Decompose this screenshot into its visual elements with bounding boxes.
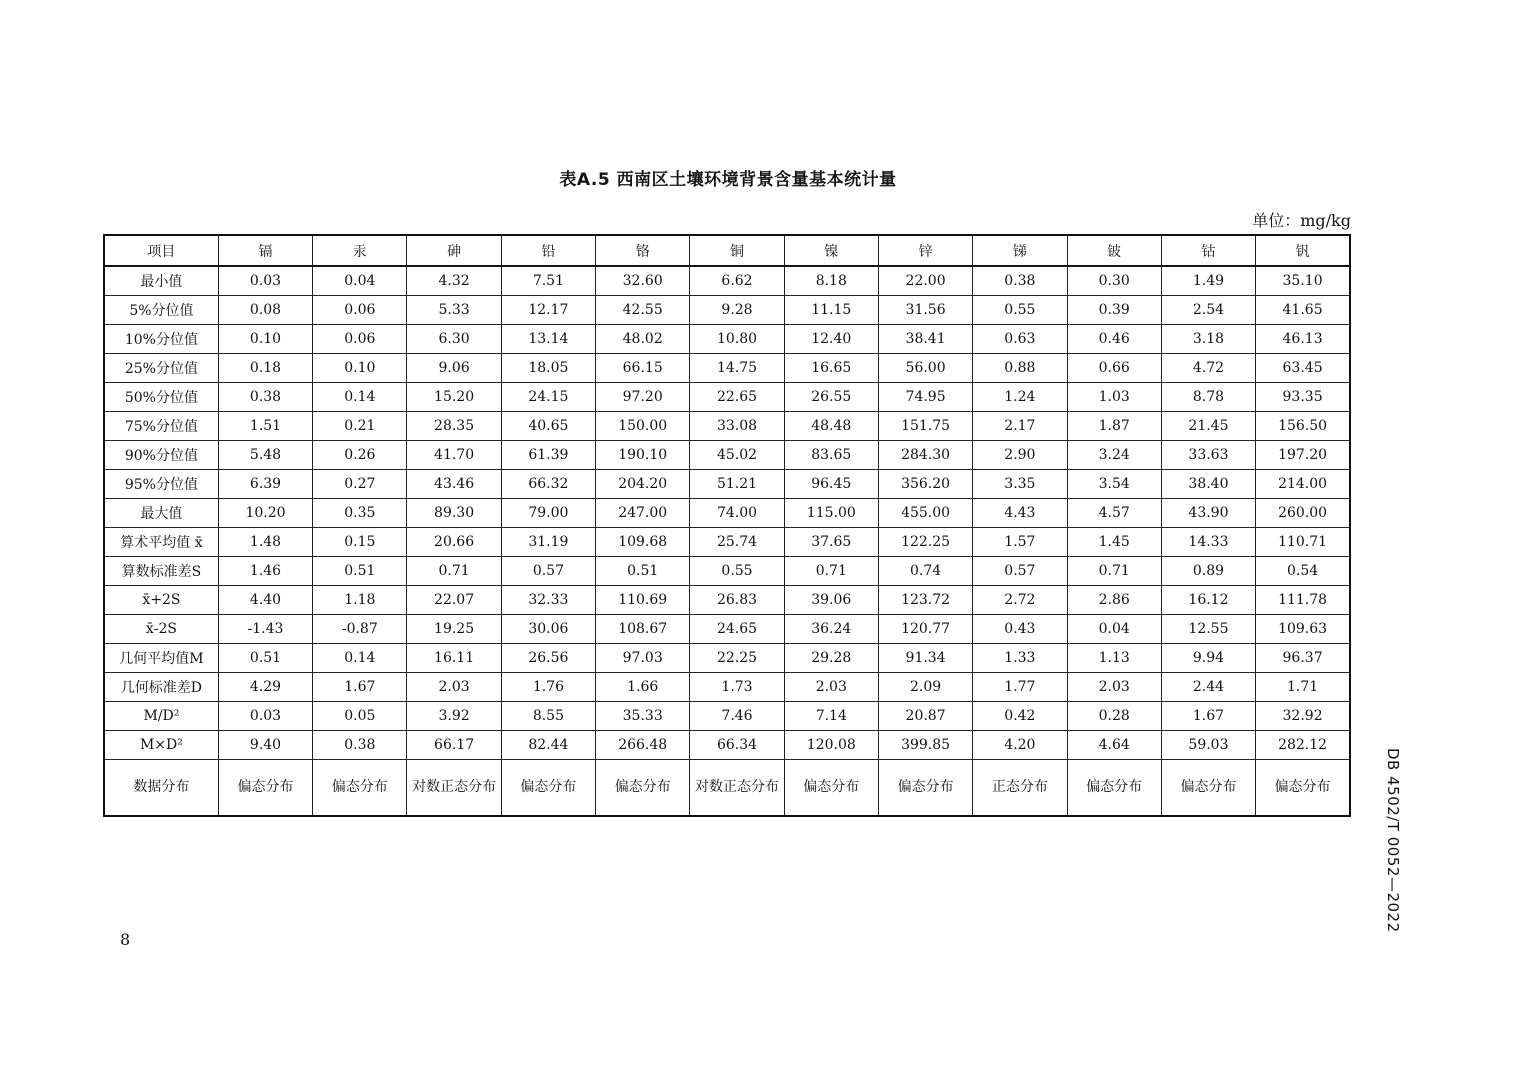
table-cell: 4.72 <box>1161 354 1255 383</box>
table-cell: 9.06 <box>407 354 501 383</box>
table-row <box>104 557 1350 586</box>
table-cell: 51.21 <box>690 470 784 499</box>
table-cell: 46.13 <box>1256 325 1350 354</box>
table-cell: 偏态分布 <box>1256 760 1350 817</box>
row-label: 50%分位值 <box>104 383 218 412</box>
table-row <box>104 266 1350 296</box>
table-cell: 0.05 <box>313 702 407 731</box>
table-cell: 66.32 <box>501 470 595 499</box>
table-cell: 93.35 <box>1256 383 1350 412</box>
row-label: 数据分布 <box>104 760 218 817</box>
table-row <box>104 441 1350 470</box>
row-label: 10%分位值 <box>104 325 218 354</box>
table-cell: 284.30 <box>878 441 972 470</box>
table-cell: 18.05 <box>501 354 595 383</box>
table-cell: 7.51 <box>501 266 595 296</box>
statistics-table <box>103 234 1351 817</box>
table-cell: 22.25 <box>690 644 784 673</box>
table-cell: 1.48 <box>218 528 312 557</box>
row-label: M×D² <box>104 731 218 760</box>
table-cell: 0.57 <box>501 557 595 586</box>
table-cell: 1.57 <box>973 528 1067 557</box>
table-cell: 22.07 <box>407 586 501 615</box>
table-cell: 24.15 <box>501 383 595 412</box>
table-cell: 25.74 <box>690 528 784 557</box>
table-cell: 偏态分布 <box>1161 760 1255 817</box>
table-cell: 5.48 <box>218 441 312 470</box>
table-row <box>104 383 1350 412</box>
table-cell: 66.17 <box>407 731 501 760</box>
table-cell: 74.95 <box>878 383 972 412</box>
table-cell: 123.72 <box>878 586 972 615</box>
table-cell: 20.66 <box>407 528 501 557</box>
table-cell: 156.50 <box>1256 412 1350 441</box>
table-cell: 偏态分布 <box>1067 760 1161 817</box>
table-cell: 22.65 <box>690 383 784 412</box>
table-cell: 399.85 <box>878 731 972 760</box>
table-cell: 0.14 <box>313 383 407 412</box>
table-cell: 4.57 <box>1067 499 1161 528</box>
table-cell: 12.55 <box>1161 615 1255 644</box>
table-cell: 2.03 <box>407 673 501 702</box>
table-cell: 0.51 <box>596 557 690 586</box>
table-cell: 63.45 <box>1256 354 1350 383</box>
table-cell: 0.18 <box>218 354 312 383</box>
table-cell: 0.08 <box>218 296 312 325</box>
row-label: 25%分位值 <box>104 354 218 383</box>
table-cell: 1.49 <box>1161 266 1255 296</box>
table-cell: 2.44 <box>1161 673 1255 702</box>
table-cell: 0.10 <box>218 325 312 354</box>
row-label: x̄-2S <box>104 615 218 644</box>
table-cell: 26.56 <box>501 644 595 673</box>
table-cell: 0.42 <box>973 702 1067 731</box>
table-cell: 197.20 <box>1256 441 1350 470</box>
table-cell: 96.45 <box>784 470 878 499</box>
table-cell: -0.87 <box>313 615 407 644</box>
table-cell: 110.71 <box>1256 528 1350 557</box>
table-cell: 2.03 <box>784 673 878 702</box>
table-cell: 21.45 <box>1161 412 1255 441</box>
row-label: 最小值 <box>104 266 218 296</box>
table-cell: 偏态分布 <box>218 760 312 817</box>
table-cell: 11.15 <box>784 296 878 325</box>
table-cell: 96.37 <box>1256 644 1350 673</box>
table-row <box>104 615 1350 644</box>
table-cell: 0.04 <box>1067 615 1161 644</box>
column-header: 砷 <box>407 235 501 266</box>
table-cell: 0.38 <box>973 266 1067 296</box>
table-cell: 2.09 <box>878 673 972 702</box>
table-cell: 45.02 <box>690 441 784 470</box>
table-cell: 10.20 <box>218 499 312 528</box>
table-cell: 19.25 <box>407 615 501 644</box>
table-cell: 109.68 <box>596 528 690 557</box>
column-header: 汞 <box>313 235 407 266</box>
table-cell: 0.74 <box>878 557 972 586</box>
table-cell: 89.30 <box>407 499 501 528</box>
table-cell: 29.28 <box>784 644 878 673</box>
row-label: x̄+2S <box>104 586 218 615</box>
table-cell: 48.48 <box>784 412 878 441</box>
table-cell: 4.40 <box>218 586 312 615</box>
table-cell: 0.10 <box>313 354 407 383</box>
table-cell: 120.08 <box>784 731 878 760</box>
table-cell: 0.63 <box>973 325 1067 354</box>
table-cell: 0.15 <box>313 528 407 557</box>
table-cell: 0.26 <box>313 441 407 470</box>
table-cell: 32.33 <box>501 586 595 615</box>
table-cell: 1.87 <box>1067 412 1161 441</box>
table-cell: 108.67 <box>596 615 690 644</box>
table-row <box>104 296 1350 325</box>
table-cell: 66.15 <box>596 354 690 383</box>
document-code: DB 4502/T 0052—2022 <box>1384 748 1402 933</box>
table-cell: 31.56 <box>878 296 972 325</box>
row-label: 95%分位值 <box>104 470 218 499</box>
table-cell: 0.55 <box>973 296 1067 325</box>
table-cell: 5.33 <box>407 296 501 325</box>
table-row <box>104 499 1350 528</box>
table-row <box>104 644 1350 673</box>
row-label: 算术平均值 x̄ <box>104 528 218 557</box>
table-row <box>104 470 1350 499</box>
table-cell: 1.77 <box>973 673 1067 702</box>
table-row <box>104 673 1350 702</box>
table-cell: 33.08 <box>690 412 784 441</box>
table-cell: 260.00 <box>1256 499 1350 528</box>
table-cell: 13.14 <box>501 325 595 354</box>
table-cell: 4.43 <box>973 499 1067 528</box>
table-cell: 正态分布 <box>973 760 1067 817</box>
table-cell: 8.18 <box>784 266 878 296</box>
table-cell: 37.65 <box>784 528 878 557</box>
table-cell: 109.63 <box>1256 615 1350 644</box>
table-cell: 偏态分布 <box>784 760 878 817</box>
table-cell: 43.46 <box>407 470 501 499</box>
table-cell: 38.41 <box>878 325 972 354</box>
table-cell: 42.55 <box>596 296 690 325</box>
table-cell: 2.17 <box>973 412 1067 441</box>
table-cell: 对数正态分布 <box>407 760 501 817</box>
table-cell: 82.44 <box>501 731 595 760</box>
table-cell: 9.40 <box>218 731 312 760</box>
table-cell: 36.24 <box>784 615 878 644</box>
table-cell: 43.90 <box>1161 499 1255 528</box>
table-cell: 1.66 <box>596 673 690 702</box>
table-row <box>104 702 1350 731</box>
table-cell: 38.40 <box>1161 470 1255 499</box>
table-cell: 20.87 <box>878 702 972 731</box>
table-cell: 0.89 <box>1161 557 1255 586</box>
table-cell: 0.71 <box>407 557 501 586</box>
table-cell: 282.12 <box>1256 731 1350 760</box>
page-title: 表A.5 西南区土壤环境背景含量基本统计量 <box>559 170 897 190</box>
table-cell: 41.65 <box>1256 296 1350 325</box>
table-cell: 266.48 <box>596 731 690 760</box>
table-cell: 9.94 <box>1161 644 1255 673</box>
table-cell: 2.90 <box>973 441 1067 470</box>
table-cell: 0.71 <box>1067 557 1161 586</box>
table-cell: 33.63 <box>1161 441 1255 470</box>
table-cell: 15.20 <box>407 383 501 412</box>
page-number: 8 <box>120 930 131 949</box>
column-header: 铍 <box>1067 235 1161 266</box>
table-cell: 22.00 <box>878 266 972 296</box>
column-header: 锌 <box>878 235 972 266</box>
table-cell: 4.29 <box>218 673 312 702</box>
table-cell: 204.20 <box>596 470 690 499</box>
table-cell: 0.28 <box>1067 702 1161 731</box>
table-cell: 12.40 <box>784 325 878 354</box>
table-cell: 247.00 <box>596 499 690 528</box>
table-cell: 偏态分布 <box>313 760 407 817</box>
table-cell: 2.03 <box>1067 673 1161 702</box>
table-cell: 8.78 <box>1161 383 1255 412</box>
table-cell: 6.62 <box>690 266 784 296</box>
table-cell: 1.67 <box>1161 702 1255 731</box>
table-cell: 3.18 <box>1161 325 1255 354</box>
column-header: 镍 <box>784 235 878 266</box>
table-cell: 26.83 <box>690 586 784 615</box>
table-cell: 120.77 <box>878 615 972 644</box>
table-row <box>104 731 1350 760</box>
table-cell: 0.06 <box>313 325 407 354</box>
table-cell: 110.69 <box>596 586 690 615</box>
column-header: 项目 <box>104 235 218 266</box>
table-cell: 3.35 <box>973 470 1067 499</box>
table-cell: 9.28 <box>690 296 784 325</box>
row-label: 90%分位值 <box>104 441 218 470</box>
table-cell: 32.60 <box>596 266 690 296</box>
row-label: 5%分位值 <box>104 296 218 325</box>
table-row <box>104 528 1350 557</box>
row-label: M/D² <box>104 702 218 731</box>
table-row <box>104 354 1350 383</box>
column-header: 钒 <box>1256 235 1350 266</box>
table-cell: 0.14 <box>313 644 407 673</box>
table-cell: 0.55 <box>690 557 784 586</box>
table-cell: 1.46 <box>218 557 312 586</box>
table-cell: 79.00 <box>501 499 595 528</box>
column-header: 铬 <box>596 235 690 266</box>
row-label: 算数标准差S <box>104 557 218 586</box>
table-cell: 0.30 <box>1067 266 1161 296</box>
table-cell: 0.38 <box>313 731 407 760</box>
table-cell: 1.18 <box>313 586 407 615</box>
table-cell: 1.33 <box>973 644 1067 673</box>
table-cell: 4.20 <box>973 731 1067 760</box>
table-cell: 0.66 <box>1067 354 1161 383</box>
table-cell: 3.92 <box>407 702 501 731</box>
table-cell: 59.03 <box>1161 731 1255 760</box>
table-cell: 24.65 <box>690 615 784 644</box>
table-cell: 0.71 <box>784 557 878 586</box>
table-cell: 56.00 <box>878 354 972 383</box>
table-body <box>104 266 1350 816</box>
table-cell: 83.65 <box>784 441 878 470</box>
table-cell: 1.13 <box>1067 644 1161 673</box>
table-cell: 偏态分布 <box>501 760 595 817</box>
table-cell: 31.19 <box>501 528 595 557</box>
table-cell: 61.39 <box>501 441 595 470</box>
table-cell: 48.02 <box>596 325 690 354</box>
table-cell: 7.14 <box>784 702 878 731</box>
table-cell: 4.32 <box>407 266 501 296</box>
table-cell: 16.65 <box>784 354 878 383</box>
table-cell: 150.00 <box>596 412 690 441</box>
column-header: 铜 <box>690 235 784 266</box>
table-cell: 0.21 <box>313 412 407 441</box>
table-cell: 0.51 <box>313 557 407 586</box>
table-cell: 122.25 <box>878 528 972 557</box>
table-cell: 偏态分布 <box>596 760 690 817</box>
table-cell: 2.54 <box>1161 296 1255 325</box>
table-row <box>104 325 1350 354</box>
table-cell: 14.75 <box>690 354 784 383</box>
table-cell: 32.92 <box>1256 702 1350 731</box>
table-cell: 190.10 <box>596 441 690 470</box>
table-cell: 356.20 <box>878 470 972 499</box>
table-cell: 10.80 <box>690 325 784 354</box>
table-cell: 16.11 <box>407 644 501 673</box>
table-cell: 8.55 <box>501 702 595 731</box>
table-header-row <box>104 235 1350 266</box>
table-cell: 0.46 <box>1067 325 1161 354</box>
table-cell: 1.73 <box>690 673 784 702</box>
table-cell: 0.27 <box>313 470 407 499</box>
table-cell: 66.34 <box>690 731 784 760</box>
table-cell: 30.06 <box>501 615 595 644</box>
table-cell: 0.06 <box>313 296 407 325</box>
table-cell: 0.54 <box>1256 557 1350 586</box>
table-cell: 97.03 <box>596 644 690 673</box>
table-cell: 74.00 <box>690 499 784 528</box>
row-label: 几何标准差D <box>104 673 218 702</box>
table-cell: 0.04 <box>313 266 407 296</box>
table-cell: 对数正态分布 <box>690 760 784 817</box>
table-cell: 1.67 <box>313 673 407 702</box>
table-cell: 214.00 <box>1256 470 1350 499</box>
table-cell: 0.43 <box>973 615 1067 644</box>
table-cell: 0.35 <box>313 499 407 528</box>
table-cell: 0.03 <box>218 702 312 731</box>
table-cell: 7.46 <box>690 702 784 731</box>
table-cell: 111.78 <box>1256 586 1350 615</box>
table-cell: 0.39 <box>1067 296 1161 325</box>
table-cell: 偏态分布 <box>878 760 972 817</box>
table-cell: 39.06 <box>784 586 878 615</box>
table-cell: 91.34 <box>878 644 972 673</box>
table-cell: 151.75 <box>878 412 972 441</box>
column-header: 钴 <box>1161 235 1255 266</box>
column-header: 镉 <box>218 235 312 266</box>
table-cell: 14.33 <box>1161 528 1255 557</box>
table-cell: 1.51 <box>218 412 312 441</box>
row-label: 最大值 <box>104 499 218 528</box>
table-cell: 1.76 <box>501 673 595 702</box>
row-label: 75%分位值 <box>104 412 218 441</box>
table-cell: 4.64 <box>1067 731 1161 760</box>
unit-label: 单位：mg/kg <box>1252 211 1351 230</box>
table-row <box>104 412 1350 441</box>
table-cell: 1.45 <box>1067 528 1161 557</box>
table-row <box>104 586 1350 615</box>
table-cell: 2.72 <box>973 586 1067 615</box>
table-cell: 2.86 <box>1067 586 1161 615</box>
table-cell: 0.57 <box>973 557 1067 586</box>
table-cell: 3.24 <box>1067 441 1161 470</box>
column-header: 铅 <box>501 235 595 266</box>
table-cell: 6.39 <box>218 470 312 499</box>
table-cell: -1.43 <box>218 615 312 644</box>
table-cell: 41.70 <box>407 441 501 470</box>
table-cell: 0.51 <box>218 644 312 673</box>
table-cell: 115.00 <box>784 499 878 528</box>
table-cell: 40.65 <box>501 412 595 441</box>
table-cell: 0.38 <box>218 383 312 412</box>
table-cell: 0.88 <box>973 354 1067 383</box>
table-cell: 35.33 <box>596 702 690 731</box>
table-cell: 1.24 <box>973 383 1067 412</box>
table-cell: 0.03 <box>218 266 312 296</box>
table-cell: 26.55 <box>784 383 878 412</box>
table-cell: 97.20 <box>596 383 690 412</box>
table-cell: 16.12 <box>1161 586 1255 615</box>
table-cell: 1.03 <box>1067 383 1161 412</box>
table-cell: 455.00 <box>878 499 972 528</box>
table-cell: 12.17 <box>501 296 595 325</box>
column-header: 锑 <box>973 235 1067 266</box>
table-row <box>104 760 1350 817</box>
table-cell: 6.30 <box>407 325 501 354</box>
table-cell: 1.71 <box>1256 673 1350 702</box>
table-cell: 3.54 <box>1067 470 1161 499</box>
table-cell: 28.35 <box>407 412 501 441</box>
row-label: 几何平均值M <box>104 644 218 673</box>
table-cell: 35.10 <box>1256 266 1350 296</box>
